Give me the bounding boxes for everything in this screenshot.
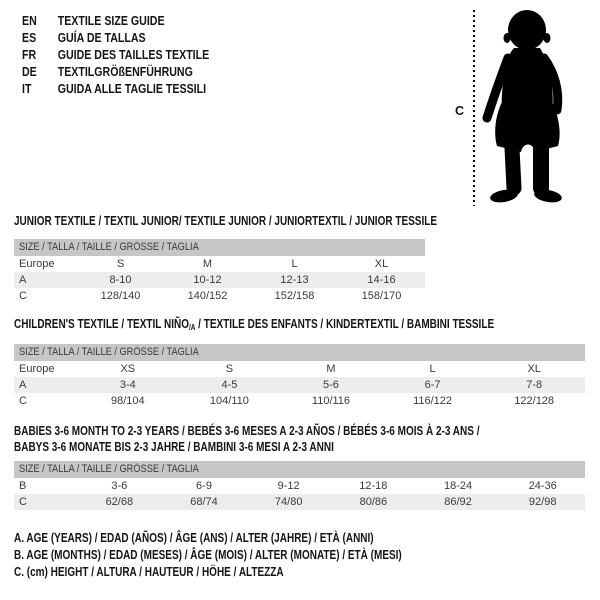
junior-size-table	[14, 239, 425, 304]
babies-section-title	[14, 423, 596, 455]
babies-title-line1: BABIES 3-6 MONTH TO 2-3 YEARS / BEBÉS 3-6 MESES A 2-3 AÑOS / BÉBÉS 3-6 MOIS À 2-3 ANS /	[14, 424, 480, 438]
lang-code: DE	[22, 65, 37, 79]
height-cell: 110/116	[311, 395, 351, 407]
lang-title: GUIDA ALLE TAGLIE TESSILI	[57, 82, 207, 96]
lang-row-de	[22, 64, 209, 81]
lang-code: FR	[22, 48, 37, 62]
lang-title: GUIDE DES TAILLES TEXTILE	[57, 48, 210, 62]
age-cell: 7-8	[526, 379, 543, 391]
size-cell: M	[202, 258, 213, 270]
babies-size-table	[14, 461, 585, 510]
height-cell: 104/110	[209, 395, 249, 407]
row-label: Europe	[19, 363, 55, 375]
lang-title: TEXTILE SIZE GUIDE	[57, 14, 165, 28]
size-cell: S	[116, 258, 125, 270]
row-label: C	[19, 290, 27, 302]
table-row-height	[14, 393, 585, 409]
note-age-years	[14, 530, 499, 547]
size-band-header	[14, 461, 585, 478]
lang-row-es	[22, 30, 209, 47]
children-size-table	[14, 344, 585, 409]
height-cell: 74/80	[274, 496, 303, 508]
height-dotted-line	[473, 10, 475, 206]
children-title-sub: /A	[188, 323, 196, 332]
lang-code: IT	[22, 82, 32, 96]
table-row-months	[14, 478, 585, 494]
children-title-post: / TEXTILE DES ENFANTS / KINDERTEXTIL / BAMBINI TESSILE	[195, 317, 495, 331]
size-cell: L	[429, 363, 436, 375]
lang-code: ES	[22, 31, 37, 45]
height-cell: 140/152	[187, 290, 228, 302]
table-row-europe	[14, 256, 425, 272]
age-cell: 8-10	[109, 274, 132, 286]
size-cell: XS	[120, 363, 136, 375]
junior-title-text: JUNIOR TEXTILE / TEXTIL JUNIOR/ TEXTILE JUNIOR / JUNIORTEXTIL / JUNIOR TESSILE	[14, 214, 438, 228]
height-cell: 158/170	[361, 290, 402, 302]
months-cell: 24-36	[528, 480, 557, 492]
lang-row-it	[22, 81, 209, 98]
children-section-title	[14, 316, 600, 336]
months-cell: 6-9	[196, 480, 212, 492]
height-cell: 152/158	[274, 290, 315, 302]
size-band-text: SIZE / TALLA / TAILLE / GRÖSSE / TAGLIA	[19, 346, 199, 358]
note-text: A. AGE (YEARS) / EDAD (AÑOS) / ÂGE (ANS) / ALTER (JAHRE) / ETÀ (ANNI)	[14, 531, 374, 545]
lang-code: EN	[22, 14, 37, 28]
months-cell: 9-12	[277, 480, 300, 492]
months-cell: 12-18	[359, 480, 388, 492]
height-c-label: C	[455, 104, 465, 118]
note-text: C. (cm) HEIGHT / ALTURA / HAUTEUR / HÖHE / ALTEZZA	[14, 565, 284, 579]
age-cell: 6-7	[424, 379, 441, 391]
height-cell: 98/104	[110, 395, 145, 407]
lang-title: GUÍA DE TALLAS	[57, 31, 146, 45]
size-band-header	[14, 344, 585, 361]
lang-title: TEXTILGRÖßENFÜHRUNG	[57, 65, 193, 79]
junior-section-title	[14, 213, 543, 229]
footnotes	[14, 530, 499, 581]
lang-row-en	[22, 13, 209, 30]
row-label: C	[19, 496, 27, 508]
age-cell: 4-5	[221, 379, 238, 391]
note-age-months	[14, 547, 499, 564]
table-row-height	[14, 288, 425, 304]
size-band-header	[14, 239, 425, 256]
lang-row-fr	[22, 47, 209, 64]
age-cell: 10-12	[193, 274, 222, 286]
height-cell: 92/98	[528, 496, 557, 508]
row-label: B	[19, 480, 27, 492]
babies-title-line2: BABYS 3-6 MONATE BIS 2-3 JAHRE / BAMBINI 3-6 MESI A 2-3 ANNI	[14, 440, 334, 454]
row-label: Europe	[19, 258, 55, 270]
age-cell: 14-16	[367, 274, 396, 286]
note-text: B. AGE (MONTHS) / EDAD (MESES) / ÂGE (MOIS) / ALTER (MONATE) / ETÀ (MESI)	[14, 548, 402, 562]
months-cell: 18-24	[443, 480, 473, 492]
size-band-text: SIZE / TALLA / TAILLE / GRÖSSE / TAGLIA	[19, 463, 199, 475]
table-row-height	[14, 494, 585, 510]
size-band-text: SIZE / TALLA / TAILLE / GRÖSSE / TAGLIA	[19, 241, 199, 253]
children-title-pre: CHILDREN'S TEXTILE / TEXTIL NIÑO	[14, 317, 189, 331]
table-row-age	[14, 377, 585, 393]
note-height	[14, 564, 499, 581]
height-cell: 116/122	[413, 395, 453, 407]
language-legend	[22, 13, 242, 98]
size-cell: M	[326, 363, 336, 375]
age-cell: 3-4	[119, 379, 136, 391]
height-cell: 68/74	[190, 496, 218, 508]
row-label: C	[19, 395, 27, 407]
baby-silhouette-icon	[480, 6, 572, 208]
size-cell: L	[291, 258, 298, 270]
height-cell: 128/140	[100, 290, 141, 302]
height-cell: 86/92	[444, 496, 472, 508]
height-cell: 122/128	[514, 395, 555, 407]
table-row-age	[14, 272, 425, 288]
row-label: A	[19, 274, 27, 286]
children-title-text	[14, 316, 494, 336]
size-cell: XL	[374, 258, 389, 270]
height-cell: 80/86	[359, 496, 388, 508]
size-cell: S	[225, 363, 234, 375]
size-cell: XL	[527, 363, 541, 375]
months-cell: 3-6	[111, 480, 128, 492]
table-row-europe	[14, 361, 585, 377]
row-label: A	[19, 379, 27, 391]
age-cell: 12-13	[280, 274, 309, 286]
age-cell: 5-6	[323, 379, 339, 391]
height-cell: 62/68	[105, 496, 134, 508]
